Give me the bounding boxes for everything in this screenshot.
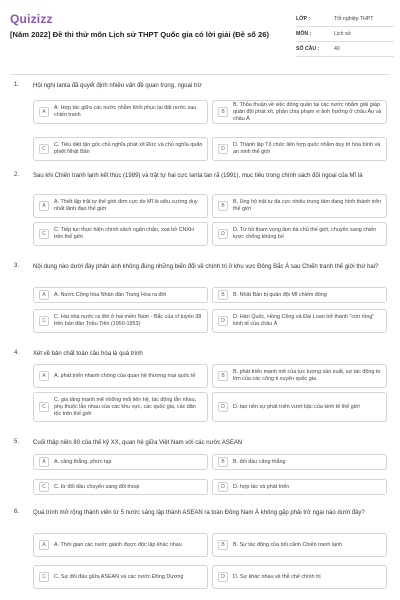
option-letter: C: [39, 316, 49, 326]
option-letter: B: [218, 457, 228, 467]
option-text: A. căng thẳng, phức tạp: [54, 458, 112, 465]
option-letter: A: [39, 457, 49, 467]
option-a[interactable]: [33, 100, 208, 124]
option-text: C. gia tăng mạnh mẽ những mối liên hệ, tác động lẫn nhau, phụ thuộc lẫn nhau của các khu vực, các quốc gia, các dân tộc trên thế giới: [54, 396, 197, 417]
option-letter: D: [218, 144, 228, 154]
question-number: 1.: [14, 82, 20, 88]
question-text: Nội dung nào dưới đây phản ánh không đúng những biến đổi về chính trị ở khu vực Đông Bắc Á sau Chiến tranh thế giới thứ hai?: [33, 264, 379, 270]
option-c[interactable]: [33, 479, 208, 495]
option-text: C. Sự đối đầu giữa ASEAN và các nước Đông Dương: [54, 573, 184, 580]
option-letter: D: [218, 482, 228, 492]
option-letter: A: [39, 540, 49, 550]
meta-label: MÔN :: [296, 31, 312, 37]
option-d[interactable]: [212, 565, 387, 589]
worksheet-header: [0, 0, 400, 70]
meta-value: 40: [334, 46, 340, 52]
option-letter: A: [39, 290, 49, 300]
meta-box: [296, 12, 394, 57]
option-b[interactable]: [212, 364, 387, 388]
option-text: B. Thỏa thuận về việc đóng quân tại các nước nhằm giải giáp quân đội phát xít, phân chia phạm vi ảnh hưởng ở châu Âu và châu Á: [233, 101, 382, 122]
option-letter: B: [218, 290, 228, 300]
meta-value: Lịch sử: [334, 31, 352, 37]
option-a[interactable]: [33, 533, 208, 557]
meta-row-count: [296, 42, 394, 57]
option-a[interactable]: [33, 194, 208, 218]
question-number: 4.: [14, 350, 20, 356]
option-text: B. Nhật Bản bị quân đội Mĩ chiếm đóng: [233, 291, 327, 298]
option-d[interactable]: [212, 222, 387, 246]
option-d[interactable]: [212, 479, 387, 495]
meta-label: SỐ CÂU :: [296, 46, 320, 52]
option-text: A. Thời gian các nước giành được độc lập khác nhau: [54, 541, 182, 548]
option-d[interactable]: [212, 309, 387, 333]
option-d[interactable]: [212, 392, 387, 422]
option-letter: A: [39, 107, 49, 117]
option-letter: B: [218, 201, 228, 211]
option-letter: A: [39, 201, 49, 211]
option-a[interactable]: [33, 364, 208, 388]
option-text: C. Tiêu diệt tận gốc chủ nghĩa phát xít Đức và chủ nghĩa quân phiệt Nhật Bản: [54, 142, 203, 155]
question-number: 2.: [14, 172, 20, 178]
meta-value: Tốt nghiệp THPT: [334, 16, 374, 22]
option-text: C. Tiếp tục thực hiện chính sách ngăn chặn, xoá bỏ CNXH trên thế giới: [54, 227, 194, 240]
option-letter: C: [39, 572, 49, 582]
option-letter: D: [218, 572, 228, 582]
option-letter: B: [218, 540, 228, 550]
option-letter: D: [218, 316, 228, 326]
option-text: B. đối đầu căng thẳng: [233, 458, 286, 465]
option-c[interactable]: [33, 137, 208, 161]
option-c[interactable]: [33, 222, 208, 246]
option-letter: C: [39, 229, 49, 239]
option-text: D. hợp tác và phát triển: [233, 483, 290, 490]
question-number: 5.: [14, 439, 20, 445]
option-text: C. Hai nhà nước ra đời ở hai miền Nam - Bắc của vĩ tuyến 38 trên bán đảo Triều Tiên (1950-1953): [54, 314, 202, 327]
option-letter: C: [39, 482, 49, 492]
option-text: A. Hợp tác giữa các nước nhằm khôi phục lại đất nước sau chiến tranh: [54, 105, 197, 118]
option-letter: C: [39, 402, 49, 412]
option-text: C. từ đối đầu chuyển sang đối thoại: [54, 483, 140, 490]
option-letter: A: [39, 371, 49, 381]
option-c[interactable]: [33, 309, 208, 333]
option-text: B. Sự tác động của bối cảnh Chiến tranh lạnh: [233, 541, 343, 548]
option-text: A. phát triển nhanh chóng của quan hệ thương mại quốc tế: [54, 372, 196, 379]
question-text: Quá trình mở rộng thành viên từ 5 nước sáng lập thành ASEAN ra toàn Đông Nam Á không gặp phải trở ngại nào dưới đây?: [33, 510, 365, 516]
option-text: D. Hàn Quốc, Hồng Công và Đài Loan trở thành "con rồng" kinh tế của châu Á: [233, 314, 375, 327]
option-text: A. Thiết lập trật tự thế giới đơn cực do Mĩ là siêu cường duy nhất lãnh đạo thế giới: [54, 199, 198, 212]
option-b[interactable]: [212, 287, 387, 303]
option-letter: C: [39, 144, 49, 154]
option-c[interactable]: [33, 565, 208, 589]
option-letter: D: [218, 229, 228, 239]
option-d[interactable]: [212, 137, 387, 161]
question-text: Sau khi Chiến tranh lạnh kết thúc (1989) và trật tự hai cực Ianta tan rã (1991), mục tiêu trong chính sách đối ngoại của Mĩ là: [33, 173, 363, 179]
option-a[interactable]: [33, 454, 208, 470]
option-letter: D: [218, 402, 228, 412]
option-b[interactable]: [212, 533, 387, 557]
option-letter: B: [218, 371, 228, 381]
page-title: [Năm 2022] Đề thi thử môn Lịch sử THPT Quốc gia có lời giải (Đề số 26): [10, 30, 270, 39]
option-c[interactable]: [33, 392, 208, 422]
question-number: 6.: [14, 509, 20, 515]
option-a[interactable]: [33, 287, 208, 303]
quizizz-logo: Quizizz: [10, 12, 53, 26]
option-b[interactable]: [212, 100, 387, 124]
option-text: D. Từ bỏ tham vọng làm bá chủ thế giới, chuyển sang chiến lược chống khủng bố: [233, 227, 377, 240]
meta-label: LỚP :: [296, 16, 311, 22]
option-text: B. Ủng hộ trật tự đa cực nhiều trung tâm đang hình thành trên thế giới: [233, 199, 382, 212]
option-letter: B: [218, 107, 228, 117]
meta-row-subject: [296, 27, 394, 42]
question-text: Hội nghị Ianta đã quyết định nhiều vấn đề quan trọng, ngoại trừ: [33, 83, 202, 89]
option-text: D. tạo nên sự phát triển vượt bậc của kinh tế thế giới: [233, 403, 360, 410]
question-number: 3.: [14, 263, 20, 269]
option-text: D. Thành lập Tổ chức liên hợp quốc nhằm duy trì hòa bình và an ninh thế giới: [233, 142, 381, 155]
option-text: B. phát triển mạnh mẽ của lực lượng sản xuất, sự tác động to lớn của các công ti xuyên quốc gia: [233, 369, 381, 382]
option-text: D. Sự khác nhau về thể chế chính trị: [233, 573, 321, 580]
meta-row-class: [296, 12, 394, 27]
header-divider: [10, 74, 390, 75]
question-text: Cuối thập niên 80 của thế kỷ XX, quan hệ giữa Việt Nam với các nước ASEAN: [33, 440, 243, 446]
question-text: Xét về bản chất toàn cầu hóa là quá trình: [33, 351, 143, 357]
option-b[interactable]: [212, 194, 387, 218]
option-b[interactable]: [212, 454, 387, 470]
option-text: A. Nước Cộng hòa Nhân dân Trung Hoa ra đời: [54, 291, 167, 298]
